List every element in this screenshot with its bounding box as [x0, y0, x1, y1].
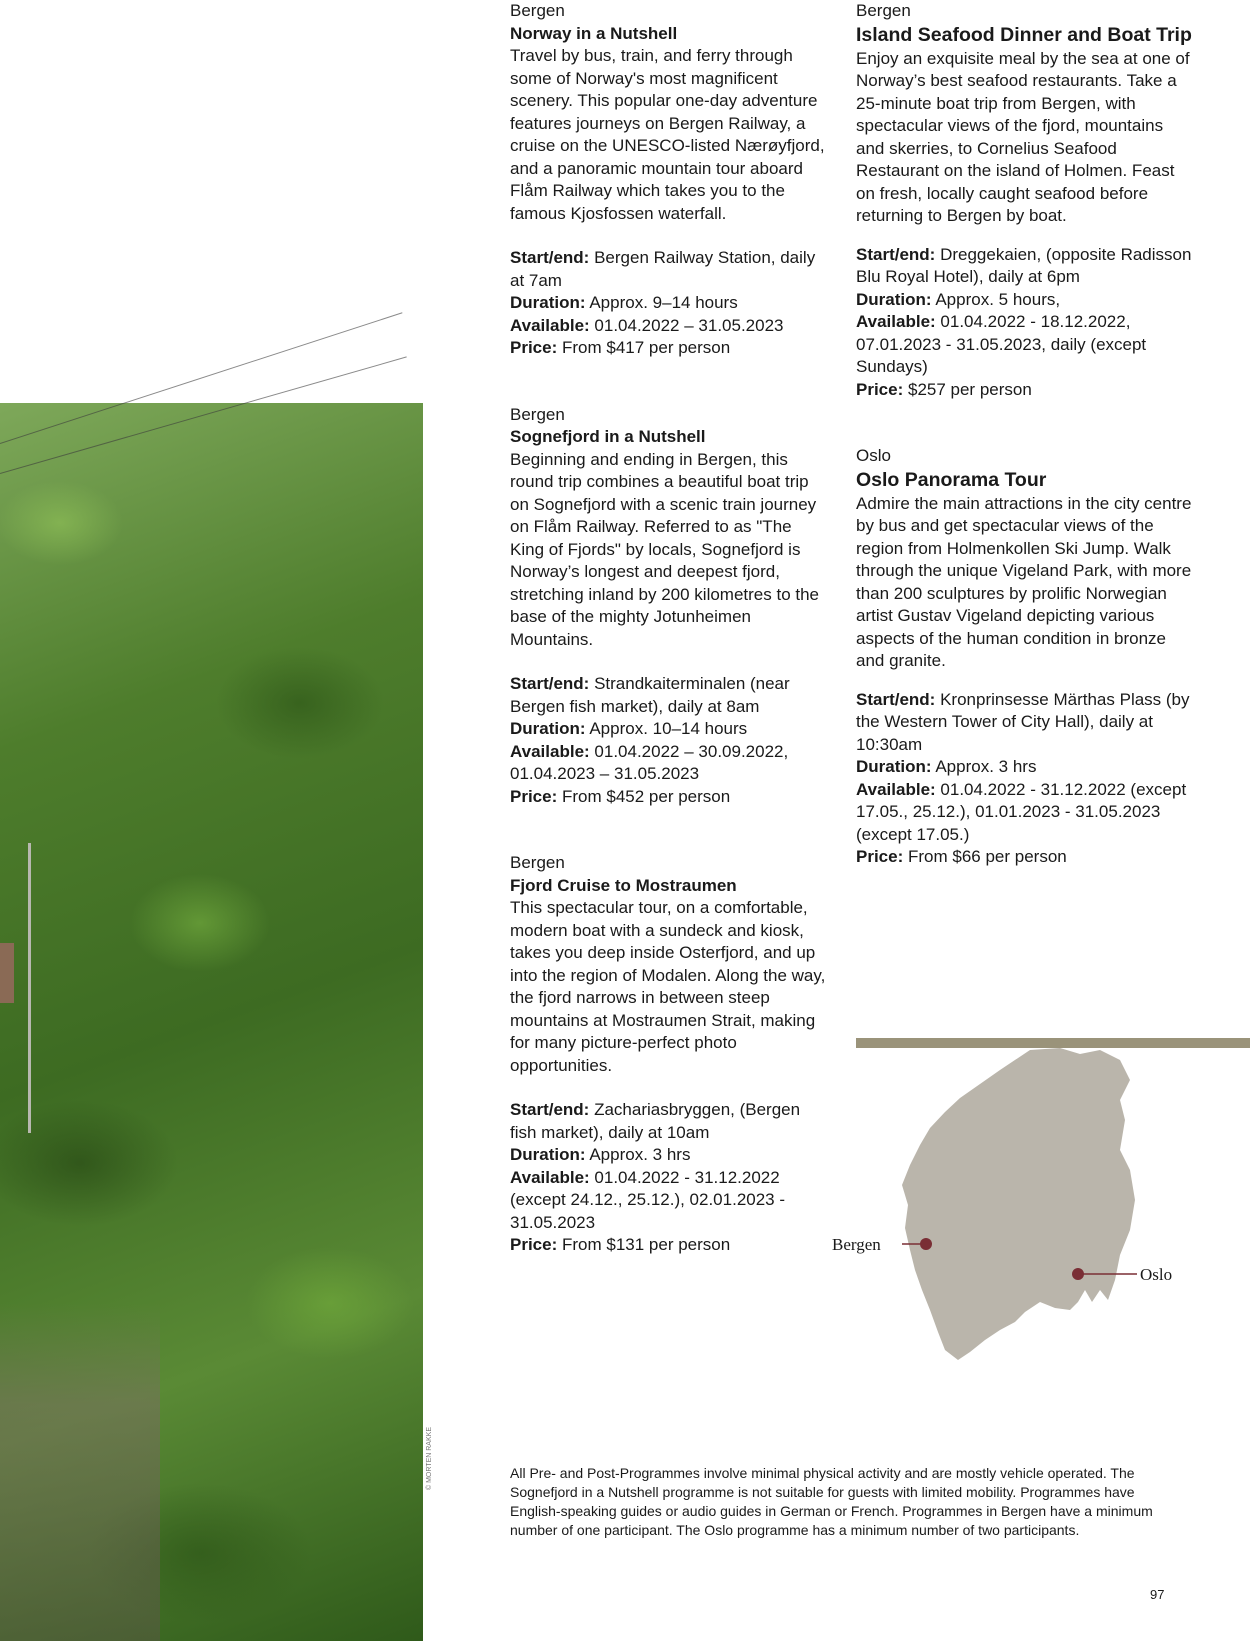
tour-city: Bergen — [510, 853, 565, 872]
tour-city: Bergen — [856, 1, 911, 20]
programme-note: All Pre- and Post-Programmes involve minimal physical activity and are mostly vehicle operated. The Sognefjord in a Nutshell programme is not suitable for guests with limited mobility. Programmes have English-speaking guides or audio guides in German or French. Programmes in Bergen have a minimum number of one participant. The Oslo programme has a minimum number of two participants. — [510, 1465, 1153, 1538]
tour-available: Available: 01.04.2022 - 31.12.2022 (except 17.05., 25.12.), 01.01.2023 - 31.05.2023 (except 17.05.) — [856, 779, 1187, 844]
tour-island-seafood-dinner — [856, 0, 1196, 401]
tour-duration: Duration: Approx. 10–14 hours — [510, 719, 748, 738]
tour-description: Travel by bus, train, and ferry through some of Norway's most magnificent scenery. This popular one-day adventure features journeys on Bergen Railway, a cruise on the UNESCO-listed Nærøyfjord, and a panoramic mountain tour aboard Flåm Railway which takes you to the famous Kjosfossen waterfall. — [510, 46, 825, 223]
tour-title: Sognefjord in a Nutshell — [510, 427, 706, 446]
power-mast — [28, 843, 31, 1133]
tour-available: Available: 01.04.2022 - 18.12.2022, 07.01.2023 - 31.05.2023, daily (except Sundays) — [856, 312, 1147, 376]
tour-price: Price: $257 per person — [856, 379, 1032, 399]
tour-duration: Duration: Approx. 5 hours, — [856, 289, 1061, 309]
tour-start: Start/end: Zachariasbryggen, (Bergen fish market), daily at 10am — [510, 1100, 801, 1142]
bergen-label: Bergen — [832, 1235, 881, 1254]
tour-norway-in-a-nutshell — [510, 0, 830, 360]
tour-title: Island Seafood Dinner and Boat Trip — [856, 23, 1192, 46]
tour-price: Price: From $417 per person — [510, 338, 731, 357]
tour-sognefjord-in-a-nutshell — [510, 404, 830, 809]
forest-railway-photo — [0, 403, 423, 1641]
tour-duration: Duration: Approx. 3 hrs — [856, 757, 1037, 776]
tour-title: Norway in a Nutshell — [510, 23, 678, 43]
tour-start: Start/end: Bergen Railway Station, daily at 7am — [510, 248, 816, 290]
power-line — [0, 356, 407, 474]
tour-duration: Duration: Approx. 3 hrs — [510, 1145, 691, 1164]
power-line — [0, 312, 402, 444]
tour-start: Start/end: Dreggekaien, (opposite Radisson Blu Royal Hotel), daily at 6pm — [856, 244, 1192, 286]
rock-slope — [0, 1303, 160, 1641]
norway-land — [902, 1048, 1135, 1360]
tour-city: Bergen — [510, 404, 565, 424]
tour-price: Price: From $66 per person — [856, 847, 1067, 866]
tour-available: Available: 01.04.2022 - 31.12.2022 (except 24.12., 25.12.), 02.01.2023 - 31.05.2023 — [510, 1167, 786, 1232]
norway-map — [830, 1040, 1250, 1400]
tour-city: Oslo — [856, 446, 891, 465]
tour-description: Beginning and ending in Bergen, this round trip combines a beautiful boat trip on Sognefjord with a scenic train journey on Flåm Railway. Referred to as "The King of Fjords" by locals, Sognefjord is Norway’s longest and deepest fjord, stretching inland by 200 kilometres to the base of the mighty Jotunheimen Mountains. — [510, 449, 820, 649]
tour-description: Admire the main attractions in the city centre by bus and get spectacular views of the region from Holmenkollen Ski Jump. Walk through the unique Vigeland Park, with more than 200 sculptures by prolific Norwegian artist Gustav Vigeland depicting various aspects of the human condition in bronze and granite. — [856, 493, 1192, 670]
tour-city: Bergen — [510, 1, 565, 20]
tour-column-left — [510, 0, 830, 1257]
oslo-label: Oslo — [1140, 1265, 1173, 1284]
tour-oslo-panorama — [856, 445, 1196, 869]
tour-title: Fjord Cruise to Mostraumen — [510, 875, 737, 895]
tour-description: Enjoy an exquisite meal by the sea at one of Norway’s best seafood restaurants. Take a 25-minute boat trip from Bergen, with spectacular views of the fjord, mountains and skerries, to Cornelius Seafood Restaurant on the island of Holmen. Feast on fresh, locally caught seafood before returning to Bergen by boat. — [856, 48, 1190, 225]
tour-fjord-cruise-mostraumen — [510, 852, 830, 1257]
page-number: 97 — [1150, 1587, 1165, 1602]
bergen-marker — [920, 1238, 932, 1250]
tour-start: Start/end: Kronprinsesse Märthas Plass (by the Western Tower of City Hall), daily at 10:30am — [856, 689, 1190, 754]
tour-duration: Duration: Approx. 9–14 hours — [510, 293, 738, 312]
tour-available: Available: 01.04.2022 – 30.09.2022, 01.04.2023 – 31.05.2023 — [510, 741, 789, 783]
tour-price: Price: From $452 per person — [510, 786, 731, 806]
tour-column-right — [856, 0, 1196, 869]
tour-price: Price: From $131 per person — [510, 1235, 731, 1254]
tour-start: Start/end: Strandkaiterminalen (near Bergen fish market), daily at 8am — [510, 674, 790, 716]
oslo-marker — [1072, 1268, 1084, 1280]
train-car — [0, 943, 14, 1003]
tour-description: This spectacular tour, on a comfortable, modern boat with a sundeck and kiosk, takes you deep inside Osterfjord, and up into the region of Modalen. Along the way, the fjord narrows in between steep mountains at Mostraumen Strait, making for many picture-perfect photo opportunities. — [510, 898, 826, 1075]
photo-credit: © MORTEN RAKKE — [426, 1427, 433, 1490]
tour-available: Available: 01.04.2022 – 31.05.2023 — [510, 315, 784, 335]
tour-title: Oslo Panorama Tour — [856, 468, 1047, 491]
